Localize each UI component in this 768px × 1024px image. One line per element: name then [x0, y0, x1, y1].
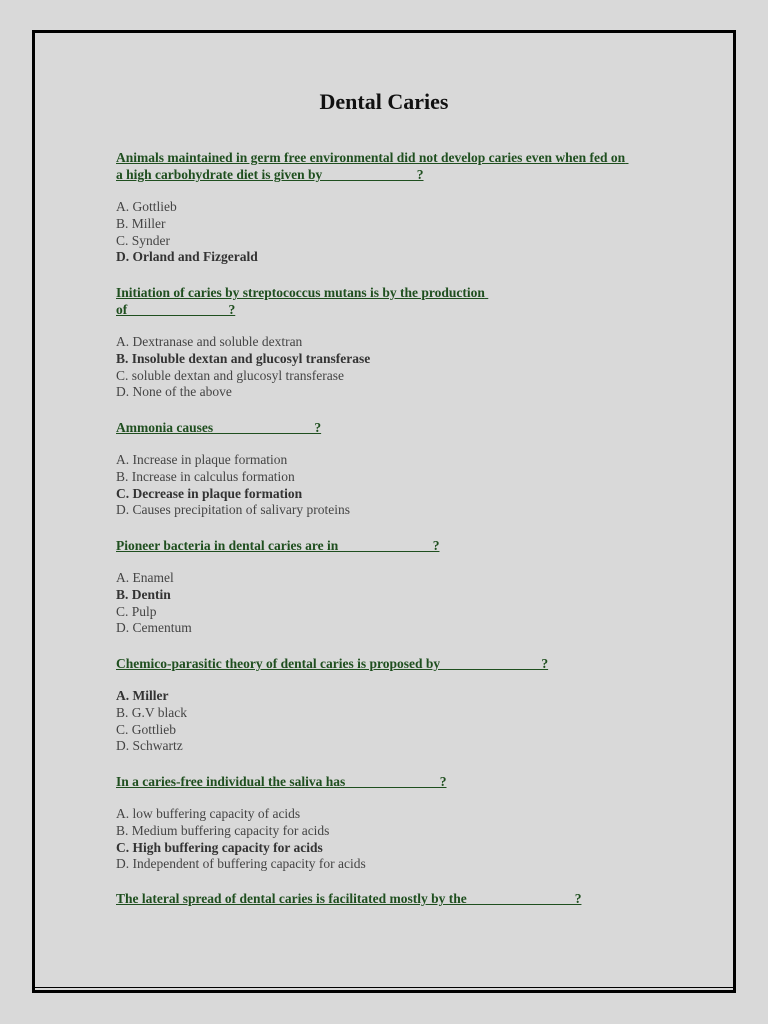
- option-b: B. Medium buffering capacity for acids: [116, 822, 330, 838]
- question-block: [116, 773, 676, 873]
- option-d: D. Causes precipitation of salivary proteins: [116, 502, 350, 518]
- page-border-bottom-rule: [35, 987, 733, 988]
- option-d: D. Cementum: [116, 620, 192, 636]
- question-block: [116, 655, 676, 755]
- option-a-correct: A. Miller: [116, 688, 169, 703]
- option-list: [116, 570, 676, 637]
- option-d: D. Schwartz: [116, 738, 183, 754]
- option-a: A. low buffering capacity of acids: [116, 806, 301, 821]
- question-text: Ammonia causes_______________?: [116, 420, 322, 435]
- option-d-correct: D. Orland and Fizgerald: [116, 249, 258, 265]
- page-title: Dental Caries: [319, 89, 449, 114]
- question-text: Initiation of caries by streptococcus mutans is by the production of_______________?: [116, 285, 489, 317]
- option-a: A. Enamel: [116, 570, 174, 585]
- option-d: D. Independent of buffering capacity for acids: [116, 856, 366, 872]
- option-c-correct: C. Decrease in plaque formation: [116, 485, 303, 501]
- option-a: A. Gottlieb: [116, 199, 177, 214]
- option-a: A. Increase in plaque formation: [116, 452, 288, 467]
- option-list: [116, 199, 676, 266]
- option-b: B. Increase in calculus formation: [116, 468, 295, 484]
- option-a: A. Dextranase and soluble dextran: [116, 334, 303, 349]
- option-b: B. Miller: [116, 215, 166, 231]
- option-b-correct: B. Insoluble dextan and glucosyl transferase: [116, 350, 371, 366]
- option-list: [116, 334, 676, 401]
- option-c: C. Pulp: [116, 603, 157, 619]
- question-block: [116, 284, 676, 401]
- question-text: Pioneer bacteria in dental caries are in______________?: [116, 538, 440, 553]
- option-c: C. Synder: [116, 232, 170, 248]
- option-c-correct: C. High buffering capacity for acids: [116, 839, 323, 855]
- option-d: D. None of the above: [116, 384, 232, 400]
- option-c: C. Gottlieb: [116, 721, 176, 737]
- question-text: The lateral spread of dental caries is facilitated mostly by the________________?: [116, 891, 582, 906]
- option-list: [116, 688, 676, 755]
- option-list: [116, 452, 676, 519]
- question-block: [116, 890, 676, 907]
- question-text: Chemico-parasitic theory of dental caries is proposed by_______________?: [116, 656, 549, 671]
- option-b-correct: B. Dentin: [116, 586, 171, 602]
- question-block: [116, 149, 676, 266]
- option-b: B. G.V black: [116, 704, 187, 720]
- option-c: C. soluble dextan and glucosyl transferase: [116, 367, 344, 383]
- question-block: [116, 419, 676, 519]
- question-text: Animals maintained in germ free environmental did not develop caries even when fed on a high carbohydrate diet is given by______________?: [116, 150, 629, 182]
- question-text: In a caries-free individual the saliva has______________?: [116, 774, 447, 789]
- option-list: [116, 806, 676, 873]
- question-block: [116, 537, 676, 637]
